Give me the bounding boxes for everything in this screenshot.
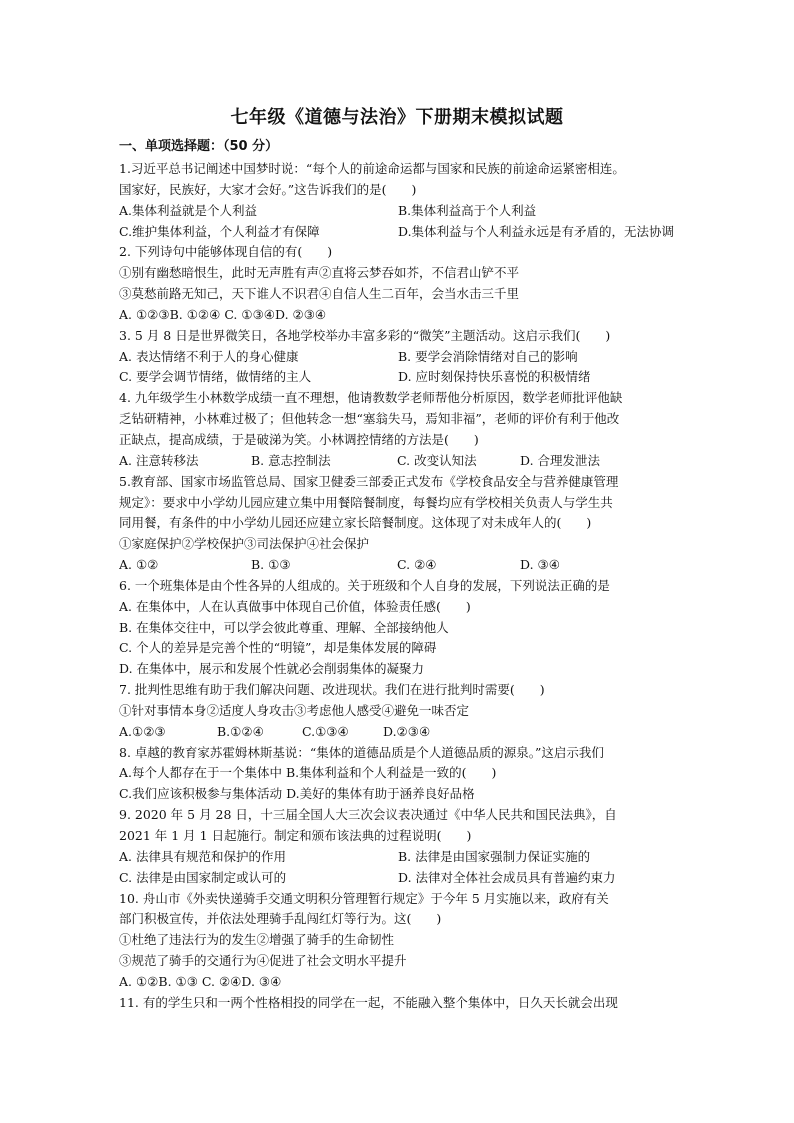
question-8-stem: 8. 卓越的教育家苏霍姆林斯基说：“集体的道德品质是个人道德品质的源泉。”这启示我们 — [119, 744, 604, 760]
question-2-statements-34: ③莫愁前路无知己，天下谁人不识君④自信人生二百年，会当水击三千里 — [119, 286, 520, 302]
question-3-option-a[interactable]: A. 表达情绪不利于人的身心健康 — [119, 348, 299, 364]
question-10-statements-12: ①杜绝了违法行为的发生②增强了骑手的生命韧性 — [119, 932, 395, 948]
question-3-option-c[interactable]: C. 要学会调节情绪，做情绪的主人 — [119, 369, 312, 385]
question-4-option-c[interactable]: C. 改变认知法 — [397, 452, 477, 468]
question-1-stem: 1.习近平总书记阐述中国梦时说：“每个人的前途命运都与国家和民族的前途命运紧密相连。 — [119, 161, 625, 176]
question-1-options-cd — [119, 222, 685, 243]
question-list — [119, 159, 685, 1014]
question-9-option-b[interactable]: B. 法律是由国家强制力保证实施的 — [398, 848, 591, 864]
question-9-stem-cont: 2021 年 1 月 1 日起施行。制定和颁布该法典的过程说明( ) — [119, 828, 472, 843]
question-5-stem: 5.教育部、国家市场监管总局、国家卫健委三部委正式发布《学校食品安全与营养健康管理 — [119, 473, 619, 489]
question-10-answers[interactable]: A. ①②B. ①③ C. ②④D. ③④ — [119, 973, 282, 989]
question-5-stem-cont: 规定》：要求中小学幼儿园应建立集中用餐陪餐制度，每餐均应有学校相关负责人与学生共 — [119, 494, 613, 510]
question-7-option-b[interactable]: B.①②④ — [217, 723, 264, 739]
question-1-options-ab — [119, 201, 685, 222]
question-7-statements: ①针对事情本身②适度人身攻击③考虑他人感受④避免一味否定 — [119, 702, 470, 718]
question-3-option-b[interactable]: B. 要学会消除情绪对自己的影响 — [398, 348, 578, 364]
question-6-option-b[interactable]: B. 在集体交往中，可以学会彼此尊重、理解、全部接纳他人 — [119, 619, 449, 635]
question-1-option-c[interactable]: C.维护集体利益，个人利益才有保障 — [119, 223, 320, 239]
question-6-option-c[interactable]: C. 个人的差异是完善个性的“明镜”，却是集体发展的障碍 — [119, 640, 437, 656]
question-5-option-a[interactable]: A. ①② — [119, 557, 159, 573]
question-3-stem: 3. 5 月 8 日是世界微笑日，各地学校举办丰富多彩的“微笑”主题活动。这启示我们( ) — [119, 327, 611, 343]
question-4-options — [119, 451, 685, 472]
question-6-stem: 6. 一个班集体是由个性各异的人组成的。关于班级和个人自身的发展，下列说法正确的是 — [119, 577, 610, 593]
question-10-statements-34: ③规范了骑手的交通行为④促进了社会文明水平提升 — [119, 953, 407, 969]
question-7-option-d[interactable]: D.②③④ — [383, 723, 431, 739]
question-4-option-a[interactable]: A. 注意转移法 — [119, 452, 199, 468]
question-4-stem: 4. 九年级学生小林数学成绩一直不理想，他请教数学老师帮他分析原因，数学老师批评他缺 — [119, 390, 623, 406]
question-1-option-a[interactable]: A.集体利益就是个人利益 — [119, 202, 258, 218]
question-5-option-d[interactable]: D. ③④ — [520, 557, 560, 573]
question-7-options — [119, 722, 685, 743]
question-4-stem-cont: 乏钻研精神，小林难过极了；但他转念一想“塞翁失马，焉知非福”，老师的评价有利于他改 — [119, 411, 620, 427]
question-5-options — [119, 555, 685, 576]
question-9-option-c[interactable]: C. 法律是由国家制定或认可的 — [119, 869, 287, 885]
question-4-stem-end: 正缺点，提高成绩，于是破涕为笑。小林调控情绪的方法是( ) — [119, 431, 479, 447]
question-9-options-ab — [119, 847, 685, 868]
question-3-options-cd — [119, 367, 685, 388]
question-8-options-ab[interactable]: A.每个人都存在于一个集体中 B.集体利益和个人利益是一致的( ) — [119, 765, 497, 781]
question-5-statements: ①家庭保护②学校保护③司法保护④社会保护 — [119, 536, 370, 552]
question-1-option-d[interactable]: D.集体利益与个人利益永远是有矛盾的，无法协调 — [398, 223, 675, 239]
question-5-stem-end: 同用餐，有条件的中小学幼儿园还应建立家长陪餐制度。这体现了对未成年人的( ) — [119, 515, 592, 531]
question-5-option-c[interactable]: C. ②④ — [397, 557, 437, 573]
question-6-option-a[interactable]: A. 在集体中，人在认真做事中体现自己价值，体验责任感( ) — [119, 598, 471, 614]
question-9-stem: 9. 2020 年 5 月 28 日，十三届全国人大三次会议表决通过《中华人民共和国民法典》，自 — [119, 807, 617, 823]
question-2-stem: 2. 下列诗句中能够体现自信的有( ) — [119, 244, 333, 260]
section-heading: 一、单项选择题：（50 分） — [119, 139, 279, 154]
question-10-stem: 10. 舟山市《外卖快递骑手交通文明积分管理暂行规定》于今年 5 月实施以来，政府有关 — [119, 890, 609, 906]
question-10-stem-cont: 部门积极宣传，并依法处理骑手乱闯红灯等行为。这( ) — [119, 911, 442, 927]
page-title: 七年级《道德与法治》下册期末模拟试题 — [230, 107, 564, 128]
question-4-option-b[interactable]: B. 意志控制法 — [251, 452, 331, 468]
question-8-options-cd[interactable]: C.我们应该积极参与集体活动 D.美好的集体有助于涵养良好品格 — [119, 786, 475, 802]
question-9-option-a[interactable]: A. 法律具有规范和保护的作用 — [119, 848, 286, 864]
question-3-option-d[interactable]: D. 应时刻保持快乐喜悦的积极情绪 — [398, 369, 591, 385]
question-7-option-a[interactable]: A.①②③ — [119, 723, 166, 739]
question-5-option-b[interactable]: B. ①③ — [251, 557, 291, 573]
question-4-option-d[interactable]: D. 合理发泄法 — [520, 452, 601, 468]
question-1-option-b[interactable]: B.集体利益高于个人利益 — [398, 202, 537, 218]
question-3-options-ab — [119, 347, 685, 368]
question-1-stem-cont: 国家好，民族好，大家才会好。”这告诉我们的是( ) — [119, 181, 417, 197]
question-9-options-cd — [119, 868, 685, 889]
question-7-option-c[interactable]: C.①③④ — [302, 723, 349, 739]
question-2-answers[interactable]: A. ①②③B. ①②④ C. ①③④D. ②③④ — [119, 306, 327, 322]
question-7-stem: 7. 批判性思维有助于我们解决问题、改进现状。我们在进行批判时需要( ) — [119, 682, 545, 698]
question-6-option-d[interactable]: D. 在集体中，展示和发展个性就必会削弱集体的凝聚力 — [119, 661, 425, 677]
question-11-stem: 11. 有的学生只和一两个性格相投的同学在一起，不能融入整个集体中，日久天长就会出现 — [119, 994, 618, 1010]
question-9-option-d[interactable]: D. 法律对全体社会成员具有普遍约束力 — [398, 869, 616, 885]
question-2-statements-12: ①别有幽愁暗恨生，此时无声胜有声②直将云梦吞如芥，不信君山铲不平 — [119, 265, 520, 281]
